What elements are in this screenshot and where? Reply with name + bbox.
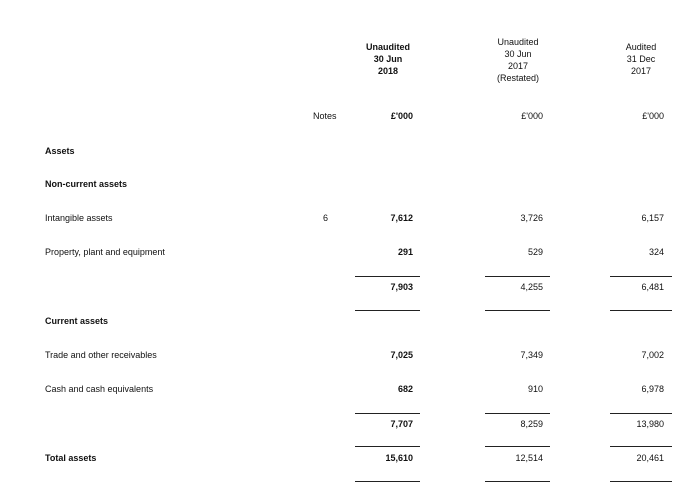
col-header-2017-line2: 30 Jun	[504, 49, 532, 59]
value-receivables-dec2017: 7,002	[641, 350, 664, 360]
total-assets-dec2017: 20,461	[636, 453, 664, 463]
value-ppe-dec2017: 324	[648, 247, 664, 257]
notes-header: Notes	[313, 111, 337, 121]
row-label-intangible-assets: Intangible assets	[45, 213, 113, 223]
rule-above-current-subtotal-col1	[355, 413, 420, 414]
section-non-current-assets: Non-current assets	[45, 179, 128, 189]
col-header-2017-line4: (Restated)	[496, 73, 540, 83]
value-receivables-2017: 7,349	[520, 350, 543, 360]
value-intangible-2017: 3,726	[520, 213, 543, 223]
subtotal-noncurrent-dec2017: 6,481	[641, 282, 664, 292]
unit-col3: £'000	[642, 111, 664, 121]
row-note-intangible-assets: 6	[323, 213, 329, 223]
section-current-assets: Current assets	[45, 316, 109, 326]
total-assets-2017: 12,514	[515, 453, 543, 463]
subtotal-current-2017: 8,259	[520, 419, 543, 429]
col-header-dec-line3: 2017	[630, 66, 652, 76]
col-header-2018-line3: 2018	[377, 66, 399, 76]
row-label-total-assets: Total assets	[45, 453, 97, 463]
rule-below-current-subtotal-col2	[485, 446, 550, 447]
row-label-ppe: Property, plant and equipment	[45, 247, 165, 257]
col-header-2017-restated	[485, 36, 551, 84]
unit-col1: £'000	[390, 111, 413, 121]
rule-below-noncurrent-subtotal-col1	[355, 310, 420, 311]
col-header-2017-line3: 2017	[507, 61, 529, 71]
rule-above-current-subtotal-col2	[485, 413, 550, 414]
value-ppe-2018: 291	[397, 247, 413, 257]
subtotal-current-dec2017: 13,980	[636, 419, 664, 429]
value-cash-2018: 682	[397, 384, 413, 394]
col-header-2018	[355, 41, 421, 77]
row-label-cash: Cash and cash equivalents	[45, 384, 154, 394]
rule-below-noncurrent-subtotal-col2	[485, 310, 550, 311]
value-ppe-2017: 529	[527, 247, 543, 257]
rule-below-total-col2	[485, 481, 550, 482]
subtotal-noncurrent-2018: 7,903	[390, 282, 413, 292]
value-intangible-dec2017: 6,157	[641, 213, 664, 223]
value-intangible-2018: 7,612	[390, 213, 413, 223]
col-header-2018-line1: Unaudited	[366, 42, 410, 52]
col-header-dec-2017	[608, 41, 674, 77]
col-header-dec-line2: 31 Dec	[626, 54, 656, 64]
rule-above-noncurrent-subtotal-col2	[485, 276, 550, 277]
value-cash-2017: 910	[527, 384, 543, 394]
rule-above-noncurrent-subtotal-col3	[610, 276, 672, 277]
subtotal-current-2018: 7,707	[390, 419, 413, 429]
rule-below-current-subtotal-col3	[610, 446, 672, 447]
rule-below-total-col3	[610, 481, 672, 482]
section-assets: Assets	[45, 146, 75, 156]
subtotal-noncurrent-2017: 4,255	[520, 282, 543, 292]
rule-above-current-subtotal-col3	[610, 413, 672, 414]
rule-above-noncurrent-subtotal-col1	[355, 276, 420, 277]
col-header-2018-line2: 30 Jun	[373, 54, 403, 64]
col-header-dec-line1: Audited	[625, 42, 657, 52]
rule-below-noncurrent-subtotal-col3	[610, 310, 672, 311]
row-label-trade-receivables: Trade and other receivables	[45, 350, 157, 360]
col-header-2017-line1: Unaudited	[497, 37, 539, 47]
rule-below-current-subtotal-col1	[355, 446, 420, 447]
value-cash-dec2017: 6,978	[641, 384, 664, 394]
value-receivables-2018: 7,025	[390, 350, 413, 360]
rule-below-total-col1	[355, 481, 420, 482]
total-assets-2018: 15,610	[385, 453, 413, 463]
unit-col2: £'000	[521, 111, 543, 121]
